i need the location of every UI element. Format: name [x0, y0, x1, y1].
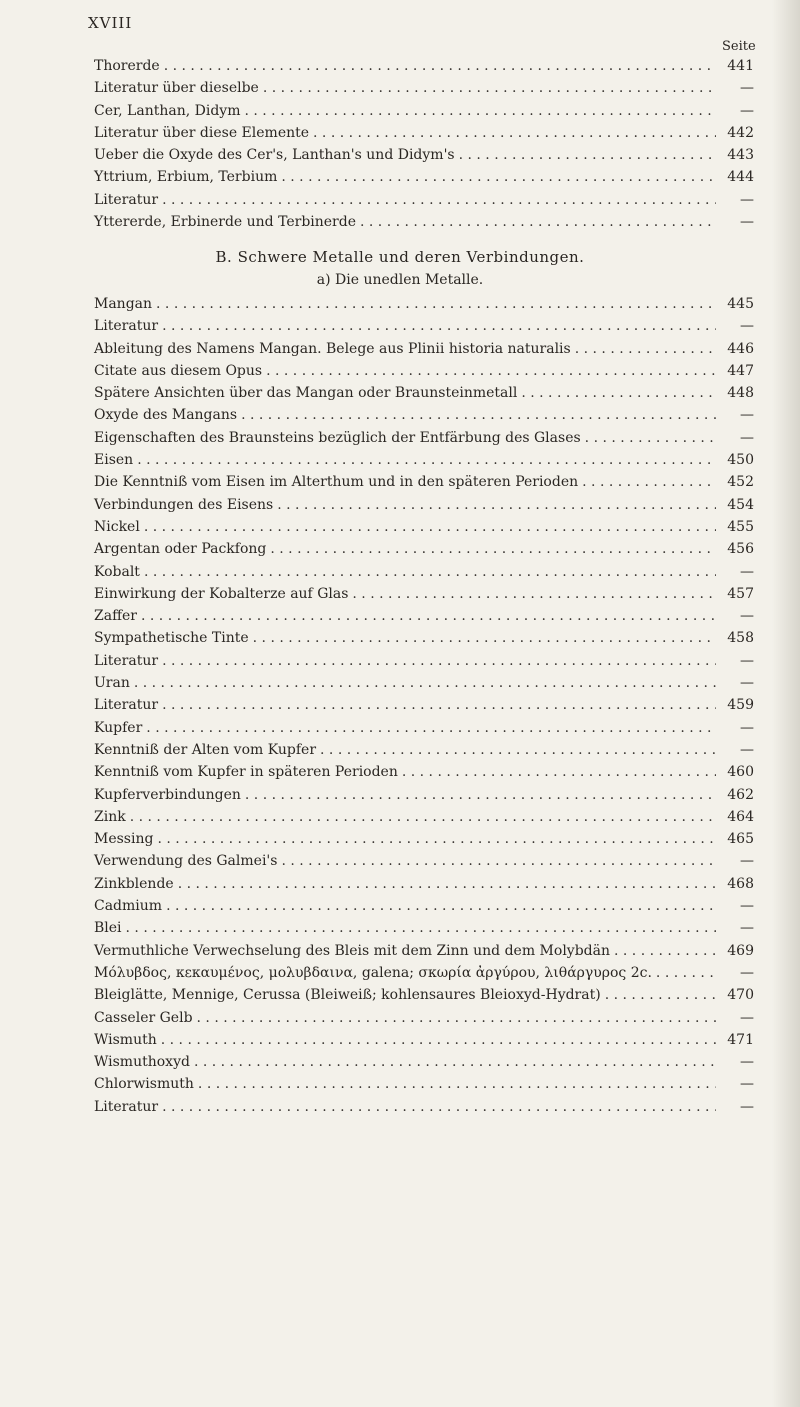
toc-entry [94, 987, 754, 1009]
toc-entry-label: Zaffer [94, 608, 137, 625]
toc-entry [94, 697, 754, 719]
dot-leader [241, 407, 716, 423]
dot-leader [266, 363, 716, 379]
dot-leader [162, 192, 716, 208]
toc-entry-label: Bleiglätte, Mennige, Cerussa (Bleiweiß; kohlensaures Bleioxyd-Hydrat) [94, 987, 601, 1004]
toc-entry [94, 541, 754, 563]
toc-entry-page: 465 [727, 831, 754, 848]
toc-entry [94, 742, 754, 764]
toc-entry-label: Kenntniß der Alten vom Kupfer [94, 741, 317, 758]
toc-entry-page: 446 [727, 340, 754, 357]
toc-entry-page: — [740, 191, 754, 208]
toc-entry-label: Literatur [94, 652, 159, 669]
toc-entry-page: — [740, 1009, 754, 1026]
toc-entry [94, 497, 754, 519]
toc-entry [94, 1054, 754, 1076]
dot-leader [459, 147, 716, 163]
toc-entry-page: 456 [727, 541, 754, 558]
toc-entry [94, 898, 754, 920]
toc-entry [94, 1099, 754, 1121]
dot-leader [146, 720, 716, 736]
toc-entry [94, 80, 754, 102]
toc-entry-page: — [740, 1076, 754, 1093]
toc-entry-label: Uran [94, 675, 130, 692]
toc-entry-page: — [740, 429, 754, 446]
toc-entry [94, 1076, 754, 1098]
toc-entry [94, 675, 754, 697]
dot-leader [521, 385, 716, 401]
toc-entry-label: Kupferverbindungen [94, 786, 241, 803]
toc-entry-label: Blei [94, 920, 122, 937]
toc-entry [94, 787, 754, 809]
dot-leader [352, 586, 716, 602]
toc-entry-label: Kupfer [94, 719, 143, 736]
toc-entry-label: Literatur [94, 697, 159, 714]
toc-entry-label: Ableitung des Namens Mangan. Belege aus Plinii historia naturalis [94, 340, 571, 357]
toc-entry [94, 965, 754, 987]
toc-entry [94, 341, 754, 363]
toc-entry-page: 464 [727, 808, 754, 825]
dot-leader [194, 1054, 716, 1070]
toc-entry-label: Literatur [94, 318, 159, 335]
toc-entry [94, 296, 754, 318]
toc-entry [94, 876, 754, 898]
toc-entry-page: — [740, 964, 754, 981]
toc-entry-label: Wismuthoxyd [94, 1054, 190, 1071]
toc-entry [94, 809, 754, 831]
toc-entry-label: Die Kenntniß vom Eisen im Alterthum und in den späteren Perioden [94, 474, 579, 491]
toc-entry-label: Verbindungen des Eisens [94, 496, 274, 513]
section-subheading: a) Die unedlen Metalle. [316, 272, 484, 288]
dot-leader [402, 764, 716, 780]
toc-entry-page: — [740, 741, 754, 758]
dot-leader [144, 519, 716, 535]
toc-entry-label: Μόλυβδος, κεκαυμένος, μολυβδαινα, galena; σκωρία ἀργύρου, λιθάργυρος 2c. [94, 964, 652, 981]
dot-leader [656, 965, 716, 981]
dot-leader [313, 125, 716, 141]
toc-entry [94, 608, 754, 630]
toc-entry-page: 460 [727, 764, 754, 781]
toc-entry [94, 452, 754, 474]
toc-entry-page: 455 [727, 518, 754, 535]
toc-entry [94, 430, 754, 452]
toc-entry [94, 363, 754, 385]
dot-leader [320, 742, 716, 758]
toc-entry-page: 447 [727, 362, 754, 379]
dot-leader [281, 853, 716, 869]
toc-entry-page: 458 [727, 630, 754, 647]
toc-entry-label: Cer, Lanthan, Didym [94, 102, 241, 119]
toc-entry-page: — [740, 318, 754, 335]
toc-entry [94, 214, 754, 236]
dot-leader [582, 474, 716, 490]
toc-entry-label: Eisen [94, 452, 134, 469]
dot-leader [178, 876, 716, 892]
toc-entry-page: — [740, 1054, 754, 1071]
toc-entry-label: Nickel [94, 518, 140, 535]
toc-entry-label: Eigenschaften des Braunsteins bezüglich der Entfärbung des Glases [94, 429, 581, 446]
page-number: XVIII [88, 14, 133, 32]
toc-entry-page: — [740, 563, 754, 580]
toc-entry-label: Ueber die Oxyde des Cer's, Lanthan's und Didym's [94, 147, 455, 164]
toc-entry-label: Thorerde [94, 58, 160, 74]
toc-entry-label: Kobalt [94, 563, 140, 580]
dot-leader [162, 318, 716, 334]
toc-entry-page: 443 [727, 147, 754, 164]
toc-entry [94, 586, 754, 608]
toc-entry-page: 450 [727, 452, 754, 469]
toc-entry-page: 462 [727, 786, 754, 803]
dot-leader [585, 430, 716, 446]
toc-entry [94, 192, 754, 214]
toc-entry-page: — [740, 1098, 754, 1115]
toc-entry [94, 58, 754, 80]
toc-entry-label: Zinkblende [94, 875, 174, 892]
toc-entry-page: 442 [727, 124, 754, 141]
toc-entry [94, 920, 754, 942]
toc-entry [94, 564, 754, 586]
toc-entry [94, 474, 754, 496]
toc-block-a [94, 58, 754, 236]
toc-entry-page: — [740, 719, 754, 736]
toc-entry-page: — [740, 102, 754, 119]
toc-entry-page: 445 [727, 296, 754, 312]
toc-entry-label: Literatur über dieselbe [94, 80, 259, 97]
dot-leader [144, 564, 716, 580]
seite-column-label: Seite [722, 39, 756, 54]
toc-entry-page: — [740, 652, 754, 669]
toc-entry [94, 1032, 754, 1054]
toc-entry-label: Yttrium, Erbium, Terbium [94, 169, 278, 186]
toc-entry-label: Spätere Ansichten über das Mangan oder Braunsteinmetall [94, 385, 518, 402]
toc-entry-page: 457 [727, 585, 754, 602]
toc-entry [94, 169, 754, 191]
toc-entry [94, 630, 754, 652]
toc-entry-page: — [740, 675, 754, 692]
toc-entry-page: 468 [727, 875, 754, 892]
toc-entry-label: Yttererde, Erbinerde und Terbinerde [94, 214, 356, 231]
toc-entry [94, 1010, 754, 1032]
toc-entry-page: — [740, 214, 754, 231]
toc-entry [94, 407, 754, 429]
dot-leader [281, 169, 716, 185]
toc-entry-label: Literatur [94, 191, 159, 208]
toc-entry [94, 943, 754, 965]
toc-entry-label: Literatur über diese Elemente [94, 124, 310, 141]
toc-entry [94, 720, 754, 742]
toc-entry-label: Messing [94, 831, 154, 848]
toc-entry-page: — [740, 80, 754, 97]
toc-entry-page: — [740, 608, 754, 625]
toc-entry-label: Mangan [94, 296, 153, 312]
toc-entry-page: — [740, 407, 754, 424]
toc-entry-label: Verwendung des Galmei's [94, 853, 278, 870]
toc-entry [94, 318, 754, 340]
toc-block-b [94, 296, 754, 1121]
toc-entry [94, 653, 754, 675]
dot-leader [162, 653, 716, 669]
toc-entry-label: Zink [94, 808, 126, 825]
dot-leader [263, 80, 716, 96]
dot-leader [134, 675, 716, 691]
toc-entry-page: 454 [727, 496, 754, 513]
toc-entry-label: Literatur [94, 1098, 159, 1115]
toc-entry [94, 385, 754, 407]
toc-entry-page: 448 [727, 385, 754, 402]
dot-leader [141, 608, 716, 624]
dot-leader [198, 1076, 716, 1092]
dot-leader [164, 58, 716, 74]
dot-leader [253, 630, 716, 646]
toc-entry-label: Oxyde des Mangans [94, 407, 238, 424]
dot-leader [162, 697, 716, 713]
dot-leader [156, 296, 716, 312]
toc-entry [94, 147, 754, 169]
dot-leader [575, 341, 716, 357]
dot-leader [157, 831, 716, 847]
toc-entry [94, 831, 754, 853]
toc-entry-page: 444 [727, 169, 754, 186]
dot-leader [270, 541, 716, 557]
toc-entry-page: — [740, 853, 754, 870]
dot-leader [614, 943, 716, 959]
toc-entry-label: Citate aus diesem Opus [94, 362, 263, 379]
dot-leader [277, 497, 716, 513]
dot-leader [161, 1032, 716, 1048]
dot-leader [126, 920, 716, 936]
toc-entry-label: Sympathetische Tinte [94, 630, 249, 647]
dot-leader [162, 1099, 716, 1115]
dot-leader [244, 103, 716, 119]
toc-entry [94, 125, 754, 147]
toc-entry-label: Wismuth [94, 1031, 157, 1048]
toc-entry-page: 471 [727, 1031, 754, 1048]
toc-entry-label: Chlorwismuth [94, 1076, 194, 1093]
dot-leader [166, 898, 716, 914]
toc-entry-label: Vermuthliche Verwechselung des Bleis mit dem Zinn und dem Molybdän [94, 942, 610, 959]
dot-leader [197, 1010, 716, 1026]
toc-entry-page: 469 [727, 942, 754, 959]
page-edge-shadow [772, 0, 800, 1407]
dot-leader [605, 987, 716, 1003]
toc-entry-page: — [740, 920, 754, 937]
toc-entry-label: Argentan oder Packfong [94, 541, 267, 558]
toc-entry-page: 441 [727, 58, 754, 74]
toc-entry-label: Kenntniß vom Kupfer in späteren Perioden [94, 764, 398, 781]
section-heading: B. Schwere Metalle und deren Verbindungen. [215, 248, 585, 266]
toc-entry-label: Casseler Gelb [94, 1009, 193, 1026]
dot-leader [245, 787, 716, 803]
toc-entry [94, 519, 754, 541]
toc-entry [94, 853, 754, 875]
toc-entry [94, 764, 754, 786]
dot-leader [137, 452, 716, 468]
dot-leader [130, 809, 716, 825]
toc-entry-page: 470 [727, 987, 754, 1004]
toc-entry-page: 452 [727, 474, 754, 491]
toc-entry-page: 459 [727, 697, 754, 714]
dot-leader [360, 214, 716, 230]
toc-entry-page: — [740, 898, 754, 915]
toc-entry [94, 103, 754, 125]
toc-entry-label: Cadmium [94, 898, 163, 915]
toc-entry-label: Einwirkung der Kobalterze auf Glas [94, 585, 349, 602]
